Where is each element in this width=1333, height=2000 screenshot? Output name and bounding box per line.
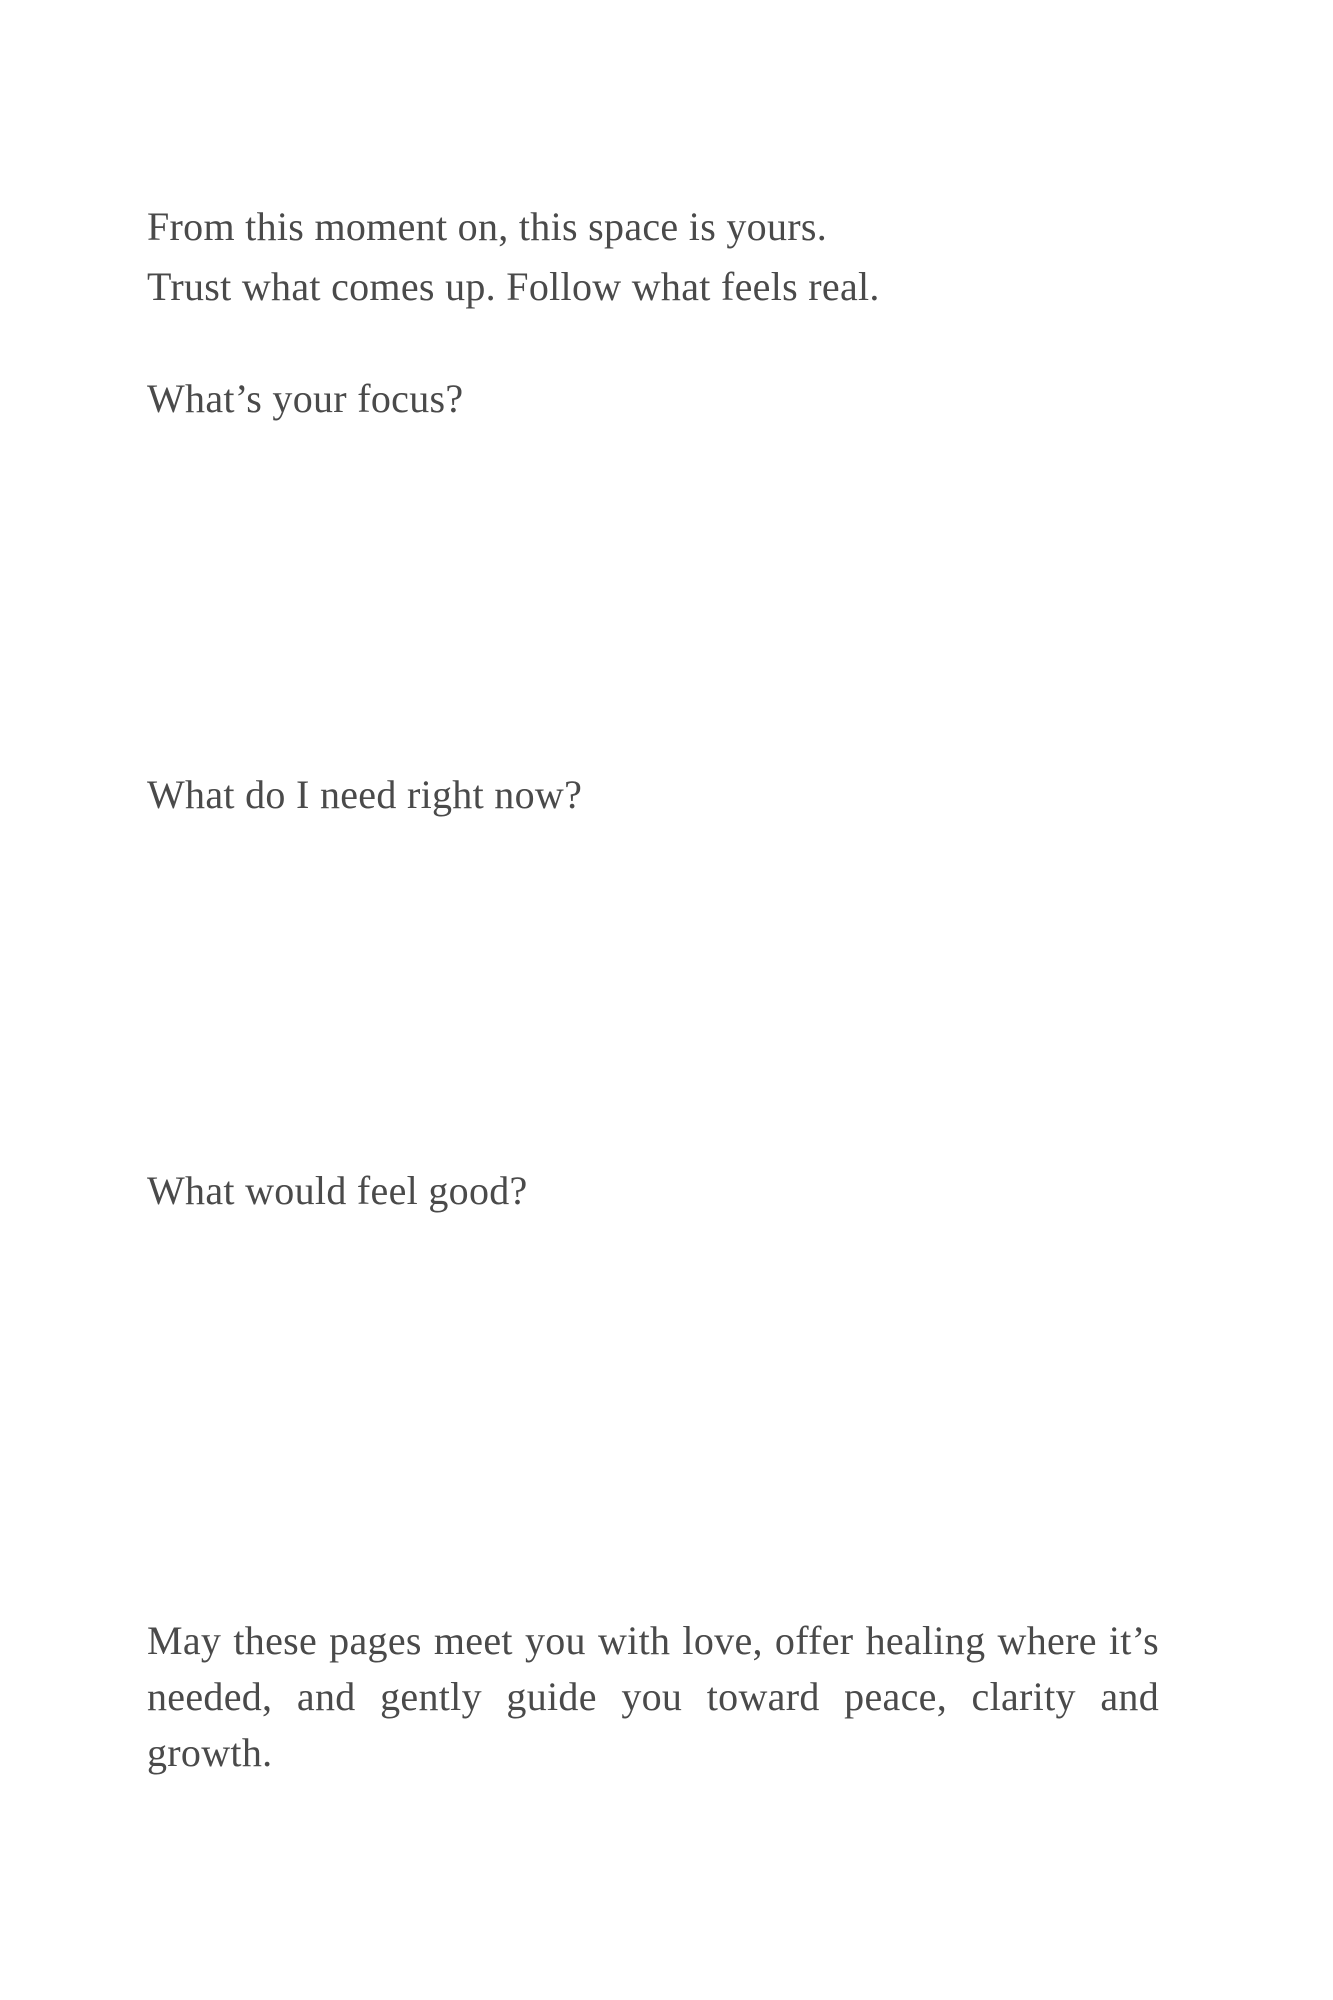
intro-line-2: Trust what comes up. Follow what feels real.: [147, 264, 880, 309]
answer-space-feel-good: [147, 1232, 1187, 1532]
answer-space-need: [147, 836, 1187, 1136]
intro-line-1: From this moment on, this space is yours.: [147, 204, 828, 249]
closing-blessing: May these pages meet you with love, offer healing where it’s needed, and gently guide you toward peace, clarity and growth.: [147, 1618, 1159, 1775]
prompt-feel-good: What would feel good?: [147, 1168, 528, 1213]
prompt-focus: What’s your focus?: [147, 376, 464, 421]
answer-space-focus: [147, 440, 1187, 740]
prompt-need: What do I need right now?: [147, 772, 583, 817]
intro-text: [147, 197, 1197, 317]
